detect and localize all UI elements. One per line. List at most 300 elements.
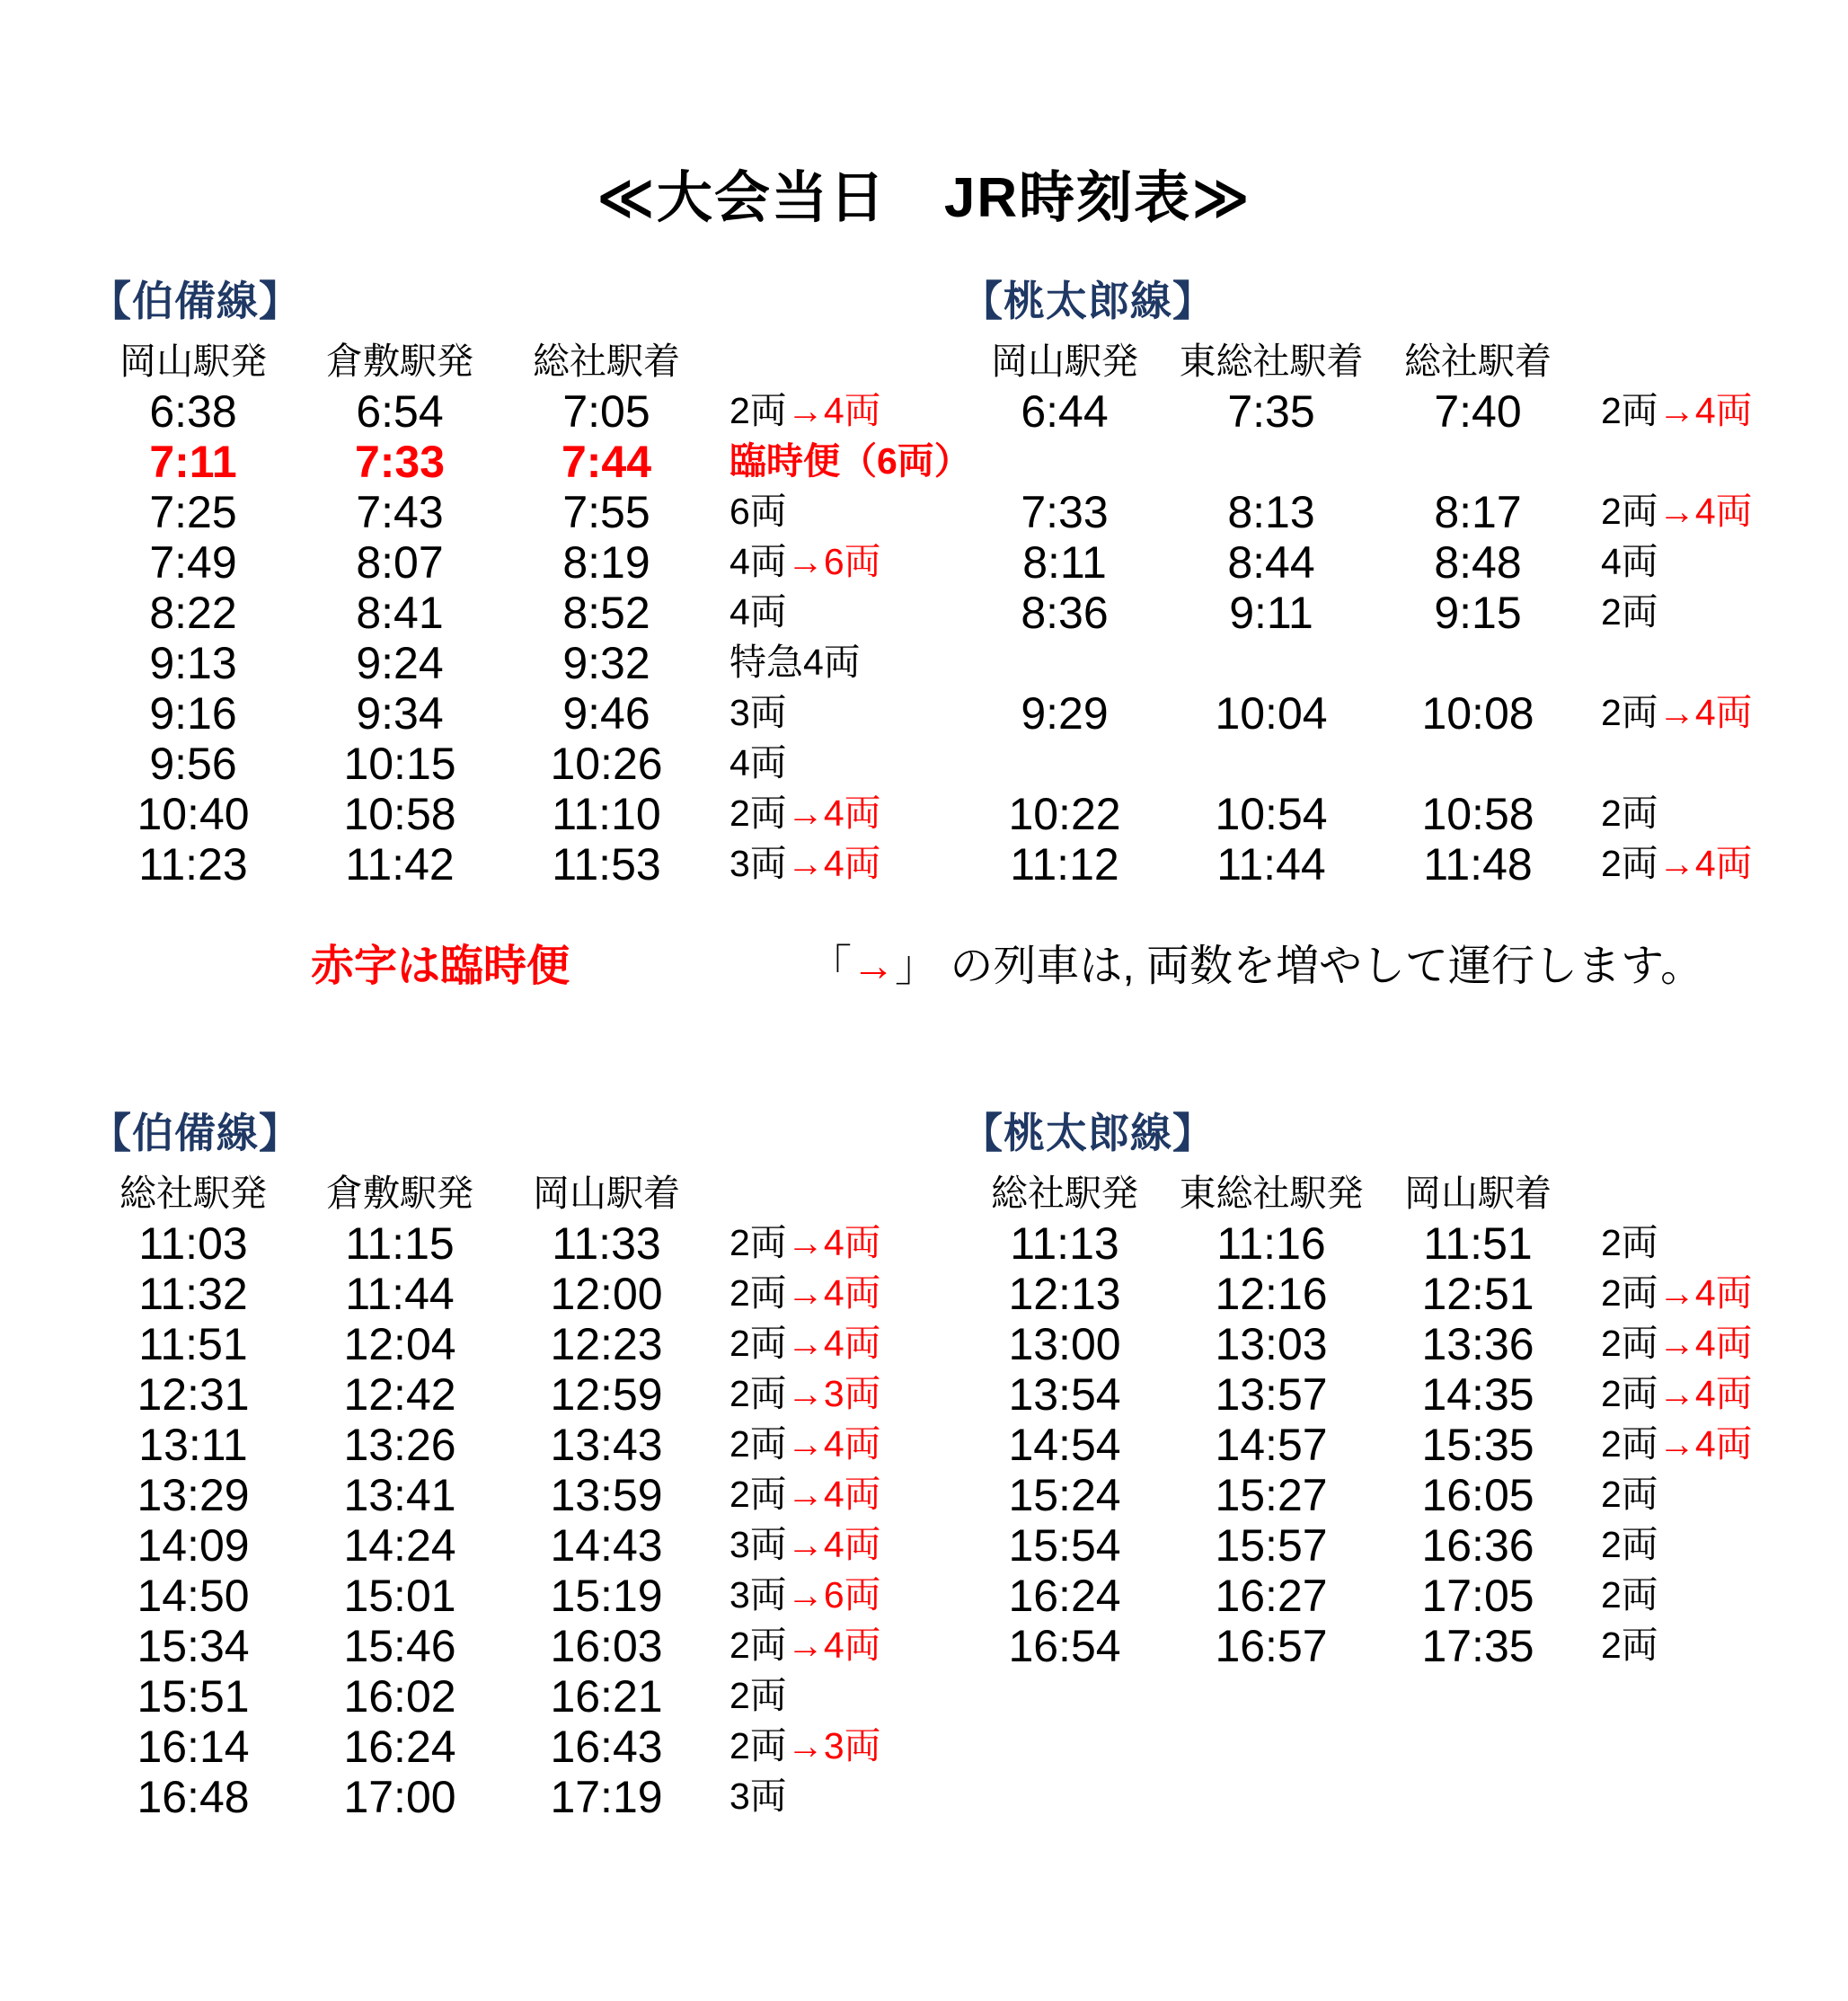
cars-arrow: → [1658, 491, 1695, 533]
cars-red: 4両 [823, 792, 881, 835]
cell-time: 13:54 [1008, 1369, 1121, 1420]
table-row [90, 1722, 954, 1772]
cell-cars: 3両 [729, 692, 787, 734]
cars-plain: 2両 [729, 1323, 787, 1365]
cars-plain: 2両 [729, 1373, 787, 1415]
cell-cars: 2両 [729, 1675, 787, 1717]
table-row [90, 839, 971, 890]
cell-cars [710, 1218, 954, 1269]
morning-section [0, 269, 1848, 890]
cell-cars: 4両 [729, 742, 787, 784]
cell-time: 13:29 [137, 1470, 250, 1520]
cell-time: 16:02 [343, 1671, 456, 1722]
cell-time: 11:15 [345, 1218, 455, 1269]
cell-time: 15:24 [1008, 1470, 1121, 1520]
notes-row [0, 931, 1848, 993]
cars-plain: 2両 [729, 792, 787, 835]
cell-time: 8:07 [356, 537, 444, 588]
cell-time: 9:32 [562, 638, 650, 688]
cell-time: 14:35 [1421, 1369, 1534, 1420]
cell-time: 15:54 [1008, 1520, 1121, 1571]
cell-time: 10:26 [550, 739, 663, 789]
cell-time: 15:01 [343, 1571, 456, 1621]
column-header-arrive: 総社駅着 [1404, 341, 1552, 382]
cell-cars [710, 1571, 954, 1621]
cell-time: 15:35 [1421, 1420, 1534, 1470]
cars-red: 4両 [1694, 843, 1753, 885]
table-row [961, 588, 1826, 638]
cell-time: 7:55 [562, 487, 650, 537]
cell-time: 8:41 [356, 588, 444, 638]
cars-red: 3両 [823, 1373, 881, 1415]
cars-red: 4両 [1694, 1323, 1753, 1365]
cell-time: 16:24 [1008, 1571, 1121, 1621]
cars-plain: 2両 [729, 1272, 787, 1315]
cell-time: 8:11 [1022, 537, 1107, 588]
table-row [90, 1571, 954, 1621]
column-header-cars [710, 332, 971, 386]
cell-time: 13:00 [1008, 1319, 1121, 1369]
cell-time: 13:41 [343, 1470, 456, 1520]
cell-time: 7:33 [354, 437, 446, 487]
cell-time: 10:54 [1215, 789, 1328, 839]
afternoon-momotaro-block [961, 1101, 1826, 1671]
cars-arrow: → [1658, 1373, 1695, 1415]
cell-time: 16:48 [137, 1772, 250, 1822]
column-header-arrive: 総社駅着 [533, 341, 680, 382]
table-row [961, 1621, 1826, 1671]
cell-cars [1581, 688, 1826, 739]
cell-time [1375, 437, 1581, 487]
cell-time [961, 437, 1168, 487]
cell-cars: 2両 [1601, 591, 1658, 633]
cell-time: 11:13 [1010, 1218, 1119, 1269]
table-row [90, 1269, 954, 1319]
table-row [90, 437, 971, 487]
cell-time: 7:44 [561, 437, 652, 487]
cell-time: 11:44 [1216, 839, 1326, 890]
cars-arrow: → [1658, 843, 1695, 885]
cell-time: 15:51 [137, 1671, 250, 1722]
cell-cars [1581, 487, 1826, 537]
cars-arrow: → [1658, 1323, 1695, 1365]
cell-time: 10:04 [1215, 688, 1328, 739]
cell-cars: 2両 [1601, 1574, 1658, 1616]
cell-time: 13:36 [1421, 1319, 1534, 1369]
cell-time: 16:14 [137, 1722, 250, 1772]
cell-time: 17:00 [343, 1772, 456, 1822]
cell-time: 12:23 [550, 1319, 663, 1369]
cell-time: 10:08 [1421, 688, 1534, 739]
cell-cars [1581, 839, 1826, 890]
table-header-row [90, 1164, 954, 1218]
morning-hakubi-table [90, 332, 971, 890]
cell-time: 10:58 [343, 789, 456, 839]
column-header-arrive: 岡山駅着 [533, 1173, 680, 1214]
cars-arrow: → [786, 1574, 824, 1616]
cell-cars [1581, 1269, 1826, 1319]
cell-time: 12:16 [1215, 1269, 1328, 1319]
cars-plain: 3両 [729, 1524, 787, 1566]
table-header-row [961, 332, 1826, 386]
cars-arrow: → [1658, 1423, 1695, 1465]
column-header-depart: 総社駅発 [991, 1173, 1138, 1214]
table-row [90, 1772, 954, 1822]
cell-time: 7:33 [1021, 487, 1109, 537]
cars-red: 4両 [1694, 1272, 1753, 1315]
cell-time: 11:48 [1423, 839, 1533, 890]
cell-cars: 2両 [1601, 1625, 1658, 1667]
cars-arrow: → [786, 1524, 824, 1566]
cars-arrow: → [1658, 692, 1695, 734]
cell-time: 11:33 [552, 1218, 661, 1269]
table-row [90, 688, 971, 739]
cell-cars [710, 789, 971, 839]
cars-plain: 2両 [1601, 1323, 1658, 1365]
table-header-row [90, 332, 971, 386]
cell-cars: 2両 [1601, 1222, 1658, 1264]
afternoon-momotaro-line-name: 【桃太郎線】 [961, 1110, 1215, 1156]
cell-time: 12:59 [550, 1369, 663, 1420]
cell-time: 9:56 [149, 739, 237, 789]
note-arrow-explanation [809, 931, 1703, 993]
table-row [961, 688, 1826, 739]
cell-cars [710, 1722, 954, 1772]
table-row [961, 537, 1826, 588]
cell-time: 14:57 [1215, 1420, 1328, 1470]
morning-momotaro-block [961, 269, 1826, 890]
cell-time: 17:19 [550, 1772, 663, 1822]
cell-time: 6:38 [149, 386, 237, 437]
cell-time: 12:04 [343, 1319, 456, 1369]
table-header-row [961, 1164, 1826, 1218]
table-row [961, 1218, 1826, 1269]
cell-time: 14:43 [550, 1520, 663, 1571]
cell-cars: 4両 [1601, 541, 1658, 583]
cell-cars [710, 1621, 954, 1671]
cell-time [1375, 638, 1581, 688]
cell-time: 9:15 [1434, 588, 1522, 638]
table-row-empty [961, 437, 1826, 487]
afternoon-hakubi-block [90, 1101, 943, 1822]
cars-arrow: → [786, 843, 824, 885]
column-header-mid: 倉敷駅発 [326, 1173, 473, 1214]
cell-cars: 特急4両 [729, 642, 861, 684]
cell-time: 14:54 [1008, 1420, 1121, 1470]
column-header-cars [1581, 1164, 1826, 1218]
cell-time: 7:40 [1434, 386, 1522, 437]
cell-cars: 2両 [1601, 1474, 1658, 1516]
column-header-arrive: 岡山駅着 [1404, 1173, 1552, 1214]
timetable-page [0, 153, 1848, 2001]
column-header-cars [1581, 332, 1826, 386]
cell-time [1375, 739, 1581, 789]
cell-time: 10:58 [1421, 789, 1534, 839]
cars-arrow: → [786, 541, 824, 583]
cell-time: 14:09 [137, 1520, 250, 1571]
cars-arrow: → [786, 792, 824, 835]
table-row [90, 386, 971, 437]
cell-time: 9:34 [356, 688, 444, 739]
cell-time: 11:10 [552, 789, 661, 839]
cell-cars [710, 1420, 954, 1470]
afternoon-hakubi-line-name: 【伯備線】 [90, 1110, 301, 1156]
cell-time: 17:05 [1421, 1571, 1534, 1621]
cell-time: 8:44 [1227, 537, 1315, 588]
page-title: ≪大会当日 JR時刻表≫ [596, 167, 1252, 229]
cell-cars [1581, 1420, 1826, 1470]
table-row [90, 1420, 954, 1470]
cell-cars [1581, 739, 1826, 789]
cars-red: 4両 [1694, 1423, 1753, 1465]
cars-arrow: → [786, 1222, 824, 1264]
cell-time: 16:24 [343, 1722, 456, 1772]
cell-time: 13:59 [550, 1470, 663, 1520]
column-header-depart: 岡山駅発 [119, 341, 267, 382]
table-row [90, 588, 971, 638]
cell-time [1168, 638, 1375, 688]
column-header-mid: 倉敷駅発 [326, 341, 473, 382]
column-header-depart: 総社駅発 [119, 1173, 267, 1214]
cell-time: 15:46 [343, 1621, 456, 1671]
table-row [961, 487, 1826, 537]
cell-time: 8:48 [1434, 537, 1522, 588]
cars-red: 4両 [823, 1423, 881, 1465]
cell-time: 8:13 [1227, 487, 1315, 537]
cell-time: 8:19 [562, 537, 650, 588]
cars-arrow: → [786, 1373, 824, 1415]
cell-time: 16:03 [550, 1621, 663, 1671]
table-row [90, 1520, 954, 1571]
cars-arrow: → [786, 1423, 824, 1465]
cars-plain: 2両 [729, 390, 787, 432]
cell-time: 11:44 [345, 1269, 455, 1319]
cars-arrow: → [786, 1625, 824, 1667]
table-row [90, 1671, 954, 1722]
afternoon-hakubi-table [90, 1164, 954, 1822]
cell-cars [1581, 386, 1826, 437]
morning-hakubi-line-name: 【伯備線】 [90, 278, 301, 324]
cell-time: 13:11 [138, 1420, 248, 1470]
cell-time: 9:29 [1021, 688, 1109, 739]
cell-time: 16:36 [1421, 1520, 1534, 1571]
cars-plain: 2両 [1601, 1373, 1658, 1415]
cell-cars [1581, 638, 1826, 688]
table-row [90, 1218, 954, 1269]
cars-plain: 2両 [1601, 1423, 1658, 1465]
table-row [90, 537, 971, 588]
cell-time: 13:43 [550, 1420, 663, 1470]
table-row [90, 739, 971, 789]
cell-time [961, 638, 1168, 688]
cars-red: 4両 [823, 1222, 881, 1264]
table-row [961, 1520, 1826, 1571]
table-row [90, 638, 971, 688]
afternoon-section [0, 1101, 1848, 1822]
cars-plain: 2両 [729, 1423, 787, 1465]
cell-time [961, 739, 1168, 789]
cars-arrow: → [786, 1725, 824, 1767]
cell-time: 16:57 [1215, 1621, 1328, 1671]
cell-time: 11:03 [138, 1218, 248, 1269]
column-header-cars [710, 1164, 954, 1218]
note-red-trains: 赤字は臨時便 [310, 943, 570, 990]
cell-cars [710, 386, 971, 437]
table-row [961, 1269, 1826, 1319]
cell-time: 6:44 [1021, 386, 1109, 437]
cell-time: 16:43 [550, 1722, 663, 1772]
cell-time: 11:51 [1423, 1218, 1533, 1269]
note-arrow-text: 」 の列車は, 両数を増やして運行します。 [895, 943, 1704, 990]
table-row [90, 789, 971, 839]
cell-time: 17:35 [1421, 1621, 1534, 1671]
cell-cars [710, 1520, 954, 1571]
cell-time: 16:21 [550, 1671, 663, 1722]
arrow-icon: → [852, 943, 896, 990]
cell-time: 11:23 [138, 839, 248, 890]
cell-time: 11:12 [1010, 839, 1119, 890]
cell-time: 10:40 [137, 789, 250, 839]
table-row [961, 1571, 1826, 1621]
cell-time: 9:46 [562, 688, 650, 739]
column-header-mid: 東総社駅発 [1179, 1173, 1364, 1214]
cars-plain: 2両 [1601, 692, 1658, 734]
table-row [961, 1369, 1826, 1420]
cell-time: 8:22 [149, 588, 237, 638]
cell-time: 11:16 [1216, 1218, 1326, 1269]
cars-plain: 2両 [1601, 1272, 1658, 1315]
cell-time: 8:36 [1021, 588, 1109, 638]
table-row [961, 1470, 1826, 1520]
cell-cars: 臨時便（6両） [729, 440, 971, 483]
cell-time: 10:15 [343, 739, 456, 789]
cars-red: 6両 [823, 1574, 881, 1616]
cars-red: 4両 [823, 1625, 881, 1667]
cell-time: 10:22 [1008, 789, 1121, 839]
cell-time: 13:57 [1215, 1369, 1328, 1420]
table-row [90, 1319, 954, 1369]
table-row [90, 1369, 954, 1420]
cell-time: 8:52 [562, 588, 650, 638]
cars-red: 4両 [1694, 390, 1753, 432]
column-header-depart: 岡山駅発 [991, 341, 1138, 382]
cell-time [1168, 437, 1375, 487]
cell-time: 9:24 [356, 638, 444, 688]
cell-time: 12:13 [1008, 1269, 1121, 1319]
cars-red: 6両 [823, 541, 881, 583]
morning-momotaro-line-name: 【桃太郎線】 [961, 278, 1215, 324]
cell-time: 8:17 [1434, 487, 1522, 537]
cell-cars [710, 1369, 954, 1420]
cell-time: 11:42 [345, 839, 455, 890]
cell-time: 12:31 [137, 1369, 250, 1420]
cell-cars [710, 839, 971, 890]
cell-time: 7:49 [149, 537, 237, 588]
cell-time: 14:24 [343, 1520, 456, 1571]
table-row [90, 487, 971, 537]
cell-time: 15:19 [550, 1571, 663, 1621]
cell-cars [1581, 1319, 1826, 1369]
cell-time: 13:03 [1215, 1319, 1328, 1369]
cars-plain: 2両 [729, 1474, 787, 1516]
table-row [961, 839, 1826, 890]
cars-plain: 2両 [729, 1625, 787, 1667]
cars-plain: 2両 [1601, 491, 1658, 533]
table-row [90, 1470, 954, 1520]
cars-red: 4両 [823, 1323, 881, 1365]
cars-plain: 2両 [729, 1725, 787, 1767]
cell-time: 15:34 [137, 1621, 250, 1671]
cell-cars: 2両 [1601, 1524, 1658, 1566]
cars-arrow: → [1658, 1272, 1695, 1315]
cell-time: 11:53 [552, 839, 661, 890]
cell-time: 12:42 [343, 1369, 456, 1420]
cell-time: 11:32 [138, 1269, 248, 1319]
cell-cars: 6両 [729, 491, 787, 533]
cars-red: 4両 [823, 1474, 881, 1516]
table-row [90, 1621, 954, 1671]
cars-red: 4両 [823, 1524, 881, 1566]
cell-time: 16:54 [1008, 1621, 1121, 1671]
table-row [961, 1420, 1826, 1470]
table-row [961, 386, 1826, 437]
cell-time: 6:54 [356, 386, 444, 437]
cars-red: 4両 [823, 390, 881, 432]
cell-time [1168, 739, 1375, 789]
table-row-empty [961, 739, 1826, 789]
cars-plain: 4両 [729, 541, 787, 583]
cell-cars [710, 1319, 954, 1369]
cell-time: 7:25 [149, 487, 237, 537]
cell-cars [710, 537, 971, 588]
cars-plain: 2両 [1601, 843, 1658, 885]
cell-time: 14:50 [137, 1571, 250, 1621]
cars-arrow: → [786, 1323, 824, 1365]
cell-cars: 3両 [729, 1775, 787, 1818]
cell-time: 16:05 [1421, 1470, 1534, 1520]
table-row [961, 1319, 1826, 1369]
table-row-empty [961, 638, 1826, 688]
cell-time: 15:57 [1215, 1520, 1328, 1571]
cars-red: 4両 [823, 843, 881, 885]
cell-cars [1581, 437, 1826, 487]
cell-cars [1581, 1369, 1826, 1420]
cell-time: 7:05 [562, 386, 650, 437]
cars-red: 4両 [1694, 1373, 1753, 1415]
cars-arrow: → [1658, 390, 1695, 432]
cell-time: 15:27 [1215, 1470, 1328, 1520]
cell-time: 7:11 [149, 437, 237, 487]
cell-cars [710, 1470, 954, 1520]
cell-cars: 4両 [729, 591, 787, 633]
morning-hakubi-block [90, 269, 971, 890]
cars-plain: 3両 [729, 1574, 787, 1616]
cars-red: 4両 [1694, 491, 1753, 533]
cell-cars: 2両 [1601, 792, 1658, 835]
note-quote-open: 「 [809, 943, 853, 990]
cars-red: 3両 [823, 1725, 881, 1767]
cell-time: 9:11 [1229, 588, 1313, 638]
cell-time: 12:51 [1421, 1269, 1534, 1319]
column-header-mid: 東総社駅着 [1179, 341, 1364, 382]
cell-time: 9:16 [149, 688, 237, 739]
cars-red: 4両 [1694, 692, 1753, 734]
cars-red: 4両 [823, 1272, 881, 1315]
cell-time: 11:51 [138, 1319, 248, 1369]
cars-arrow: → [786, 1474, 824, 1516]
cars-plain: 2両 [1601, 390, 1658, 432]
cars-plain: 3両 [729, 843, 787, 885]
